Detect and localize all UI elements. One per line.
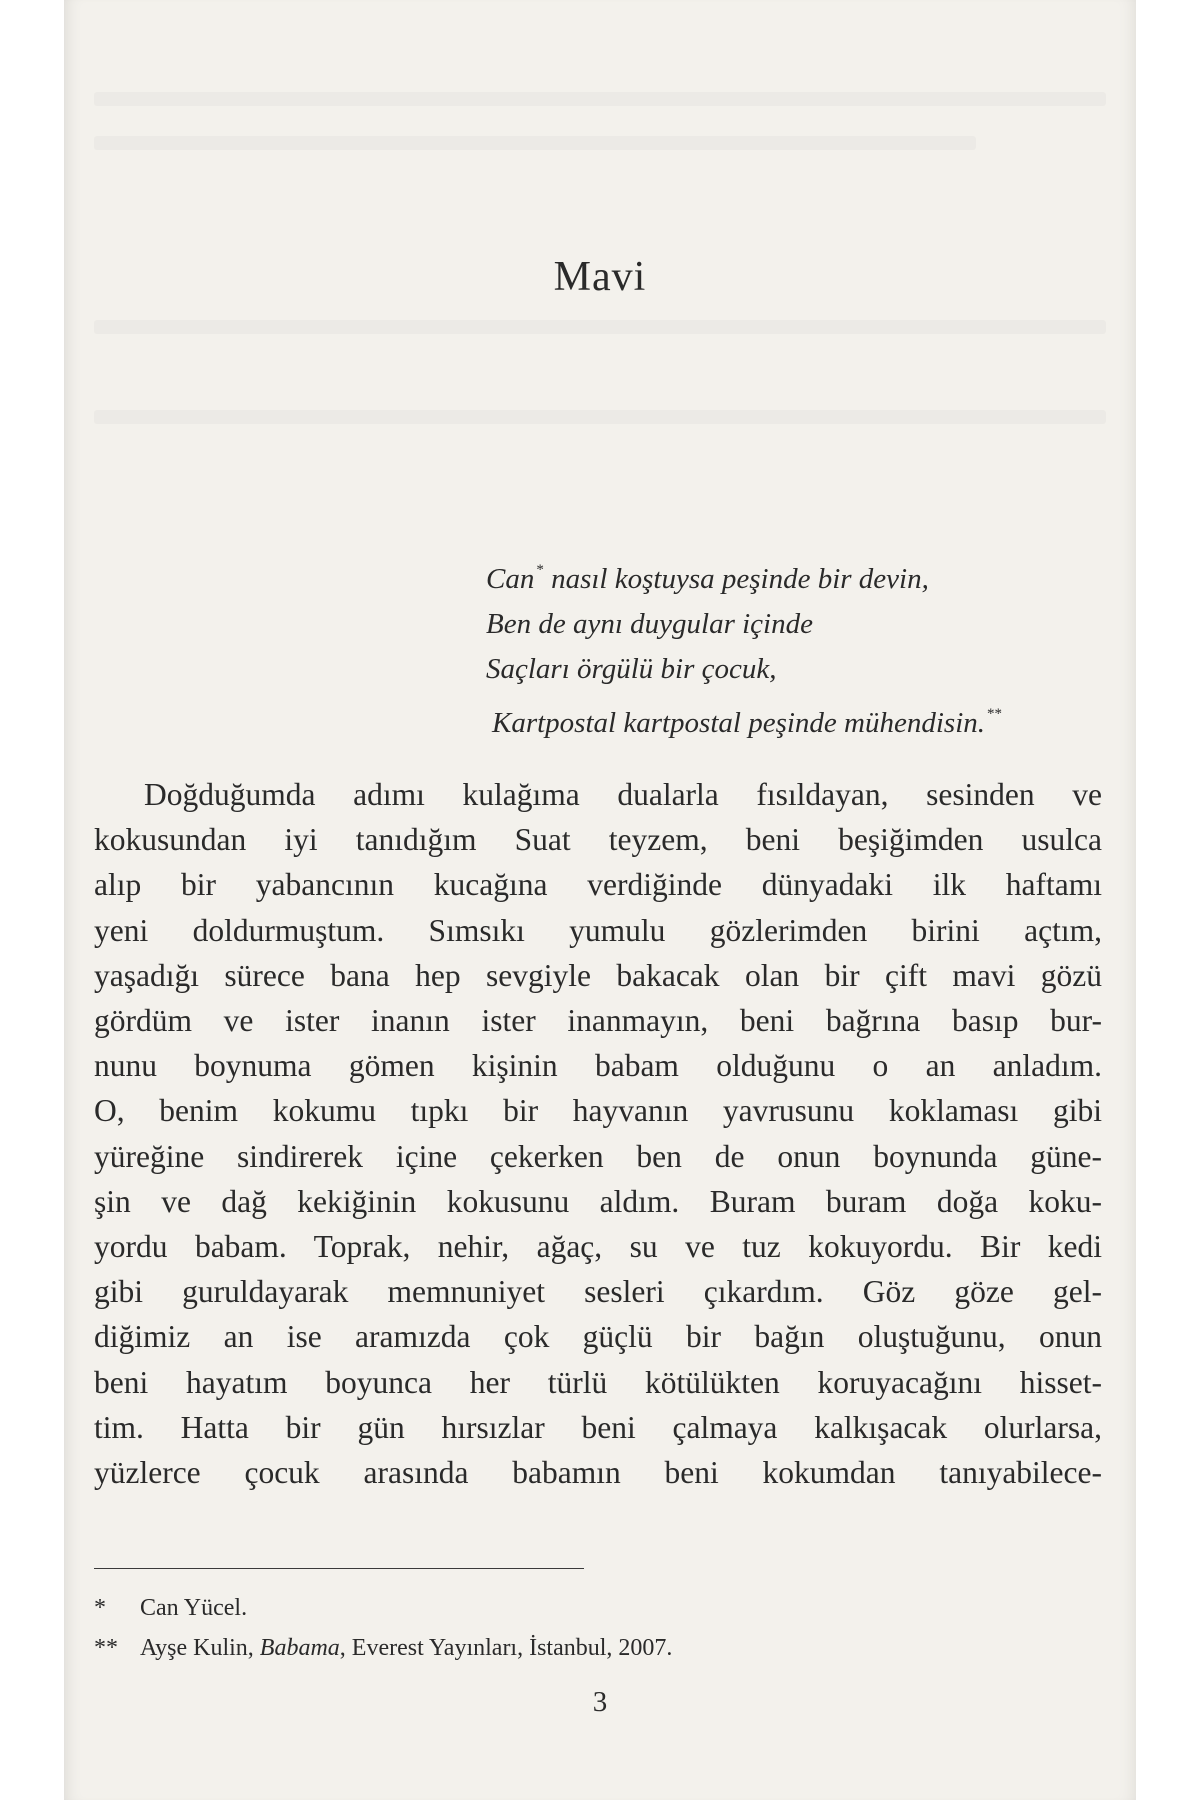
footnote-mark: * — [94, 1595, 106, 1621]
book-page — [64, 0, 1136, 1800]
body-line: gördüm ve ister inanın ister inanmayın, beni bağrına basıp bur- — [94, 1003, 1102, 1039]
verse-line-2: Ben de aynı duygular içinde — [486, 608, 813, 640]
footnote-ref: * — [536, 562, 544, 578]
body-line: tim. Hatta bir gün hırsızlar beni çalmaya kalkışacak olurlarsa, — [94, 1409, 1102, 1445]
bleed-through — [94, 320, 1106, 334]
chapter-title: Mavi — [553, 254, 647, 300]
verse-line-3: Saçları örgülü bir çocuk, — [486, 653, 777, 685]
body-line: yaşadığı sürece bana hep sevgiyle bakacak olan bir çift mavi gözü — [94, 957, 1102, 993]
body-line: yüzlerce çocuk arasında babamın beni kokumdan tanıyabilece- — [94, 1455, 1102, 1491]
footnote-mark: ** — [94, 1635, 118, 1661]
body-line: beni hayatım boyunca her türlü kötülükten koruyacağını hisset- — [94, 1364, 1102, 1400]
bleed-through — [94, 92, 1106, 106]
footnote-text: Can Yücel. — [140, 1595, 248, 1621]
body-line: nunu boynuma gömen kişinin babam olduğunu o an anladım. — [94, 1048, 1102, 1084]
bleed-through — [94, 136, 976, 150]
body-line: yüreğine sindirerek içine çekerken ben de onun boynunda güne- — [94, 1138, 1102, 1174]
epigraph-verse — [486, 548, 1002, 746]
page-number: 3 — [592, 1686, 608, 1718]
body-paragraph — [94, 772, 1102, 1495]
body-line: şin ve dağ kekiğinin kokusunu aldım. Buram buram doğa koku- — [94, 1183, 1102, 1219]
body-line: alıp bir yabancının kucağına verdiğinde dünyadaki ilk haftamı — [94, 867, 1102, 903]
verse-line-1: Can * nasıl koştuysa peşinde bir devin, — [486, 562, 929, 595]
body-line: diğimiz an ise aramızda çok güçlü bir bağın oluştuğunu, onun — [94, 1319, 1102, 1355]
body-line: Doğduğumda adımı kulağıma dualarla fısıldayan, sesinden ve — [144, 777, 1102, 812]
body-line: kokusundan iyi tanıdığım Suat teyzem, beni beşiğimden usulca — [94, 822, 1102, 858]
body-line: yordu babam. Toprak, nehir, ağaç, su ve tuz kokuyordu. Bir kedi — [94, 1229, 1102, 1265]
body-line: yeni doldurmuştum. Sımsıkı yumulu gözlerimden birini açtım, — [94, 912, 1102, 948]
book-title: Babama — [259, 1635, 340, 1661]
body-line: O, benim kokumu tıpkı bir hayvanın yavrusunu koklaması gibi — [94, 1093, 1102, 1129]
verse-line-4: Kartpostal kartpostal peşinde mühendisin. ** — [492, 706, 1002, 739]
footnote-2: ** Ayşe Kulin, Babama, Everest Yayınları, İstanbul, 2007. — [94, 1628, 672, 1668]
footnote-ref: ** — [987, 706, 1002, 722]
footnote-divider — [94, 1568, 584, 1569]
bleed-through — [94, 410, 1106, 424]
footnote-1 — [94, 1588, 672, 1628]
footnotes — [94, 1588, 672, 1668]
body-line: gibi guruldayarak memnuniyet sesleri çıkardım. Göz göze gel- — [94, 1274, 1102, 1310]
